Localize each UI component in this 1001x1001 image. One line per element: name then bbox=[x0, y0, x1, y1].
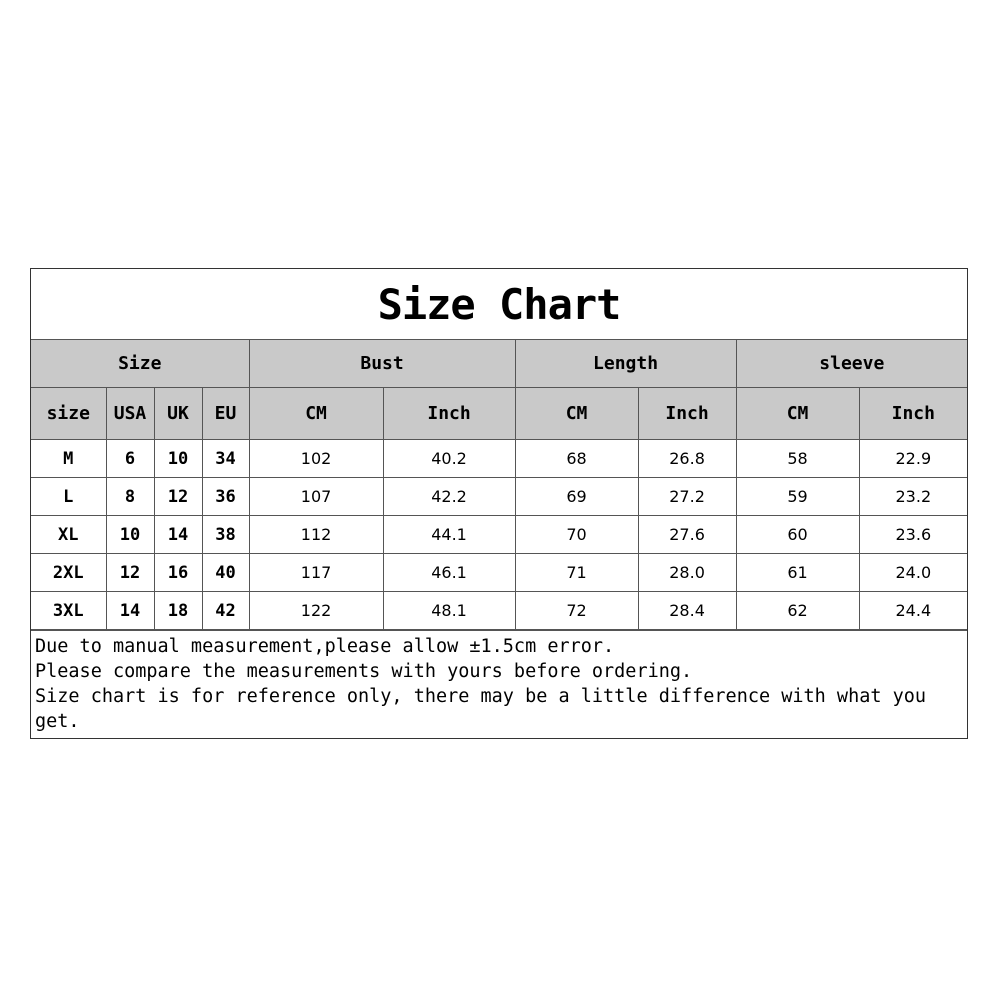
cell-usa: 14 bbox=[106, 592, 154, 630]
cell-length-cm: 68 bbox=[515, 440, 638, 478]
table-row bbox=[31, 554, 967, 592]
cell-usa: 12 bbox=[106, 554, 154, 592]
cell-bust-cm: 122 bbox=[249, 592, 383, 630]
table-row bbox=[31, 516, 967, 554]
cell-eu: 42 bbox=[202, 592, 249, 630]
cell-size: XL bbox=[31, 516, 106, 554]
cell-sleeve-cm: 61 bbox=[736, 554, 859, 592]
cell-uk: 10 bbox=[154, 440, 202, 478]
group-header-length: Length bbox=[515, 340, 736, 388]
cell-length-inch: 26.8 bbox=[638, 440, 736, 478]
cell-length-cm: 71 bbox=[515, 554, 638, 592]
sub-header-bust-inch: Inch bbox=[383, 388, 515, 440]
sub-header-size: size bbox=[31, 388, 106, 440]
cell-usa: 6 bbox=[106, 440, 154, 478]
sub-header-length-inch: Inch bbox=[638, 388, 736, 440]
sub-header-sleeve-inch: Inch bbox=[859, 388, 967, 440]
sub-header-uk: UK bbox=[154, 388, 202, 440]
cell-eu: 34 bbox=[202, 440, 249, 478]
sub-header-length-cm: CM bbox=[515, 388, 638, 440]
cell-length-inch: 28.0 bbox=[638, 554, 736, 592]
cell-bust-cm: 117 bbox=[249, 554, 383, 592]
sub-header-usa: USA bbox=[106, 388, 154, 440]
cell-bust-inch: 48.1 bbox=[383, 592, 515, 630]
sub-header-row bbox=[31, 388, 967, 440]
notes-section bbox=[31, 630, 967, 738]
cell-bust-cm: 107 bbox=[249, 478, 383, 516]
cell-length-inch: 27.2 bbox=[638, 478, 736, 516]
cell-sleeve-inch: 22.9 bbox=[859, 440, 967, 478]
cell-length-cm: 70 bbox=[515, 516, 638, 554]
cell-sleeve-inch: 23.6 bbox=[859, 516, 967, 554]
sub-header-eu: EU bbox=[202, 388, 249, 440]
group-header-row bbox=[31, 340, 967, 388]
cell-usa: 8 bbox=[106, 478, 154, 516]
sub-header-sleeve-cm: CM bbox=[736, 388, 859, 440]
cell-sleeve-cm: 59 bbox=[736, 478, 859, 516]
cell-sleeve-cm: 62 bbox=[736, 592, 859, 630]
note-reference-only: Size chart is for reference only, there may be a little difference with what you get. bbox=[35, 686, 927, 732]
cell-sleeve-cm: 58 bbox=[736, 440, 859, 478]
table-row bbox=[31, 478, 967, 516]
cell-sleeve-inch: 24.4 bbox=[859, 592, 967, 630]
cell-size: L bbox=[31, 478, 106, 516]
cell-bust-cm: 112 bbox=[249, 516, 383, 554]
cell-length-inch: 27.6 bbox=[638, 516, 736, 554]
cell-size: 2XL bbox=[31, 554, 106, 592]
cell-eu: 38 bbox=[202, 516, 249, 554]
cell-eu: 40 bbox=[202, 554, 249, 592]
cell-sleeve-inch: 23.2 bbox=[859, 478, 967, 516]
size-chart bbox=[30, 268, 968, 739]
cell-uk: 16 bbox=[154, 554, 202, 592]
cell-usa: 10 bbox=[106, 516, 154, 554]
cell-length-inch: 28.4 bbox=[638, 592, 736, 630]
cell-bust-inch: 44.1 bbox=[383, 516, 515, 554]
sub-header-bust-cm: CM bbox=[249, 388, 383, 440]
cell-bust-inch: 46.1 bbox=[383, 554, 515, 592]
cell-sleeve-cm: 60 bbox=[736, 516, 859, 554]
group-header-size: Size bbox=[31, 340, 249, 388]
table-row bbox=[31, 592, 967, 630]
cell-length-cm: 69 bbox=[515, 478, 638, 516]
chart-title: Size Chart bbox=[31, 269, 967, 340]
cell-size: M bbox=[31, 440, 106, 478]
size-table bbox=[31, 340, 967, 630]
cell-sleeve-inch: 24.0 bbox=[859, 554, 967, 592]
group-header-bust: Bust bbox=[249, 340, 515, 388]
cell-eu: 36 bbox=[202, 478, 249, 516]
cell-bust-cm: 102 bbox=[249, 440, 383, 478]
cell-uk: 12 bbox=[154, 478, 202, 516]
note-compare: Please compare the measurements with yours before ordering. bbox=[35, 661, 693, 682]
group-header-sleeve: sleeve bbox=[736, 340, 967, 388]
note-measurement-error: Due to manual measurement,please allow ±1.5cm error. bbox=[35, 636, 615, 657]
cell-bust-inch: 40.2 bbox=[383, 440, 515, 478]
cell-size: 3XL bbox=[31, 592, 106, 630]
cell-uk: 14 bbox=[154, 516, 202, 554]
table-row bbox=[31, 440, 967, 478]
cell-length-cm: 72 bbox=[515, 592, 638, 630]
cell-uk: 18 bbox=[154, 592, 202, 630]
cell-bust-inch: 42.2 bbox=[383, 478, 515, 516]
